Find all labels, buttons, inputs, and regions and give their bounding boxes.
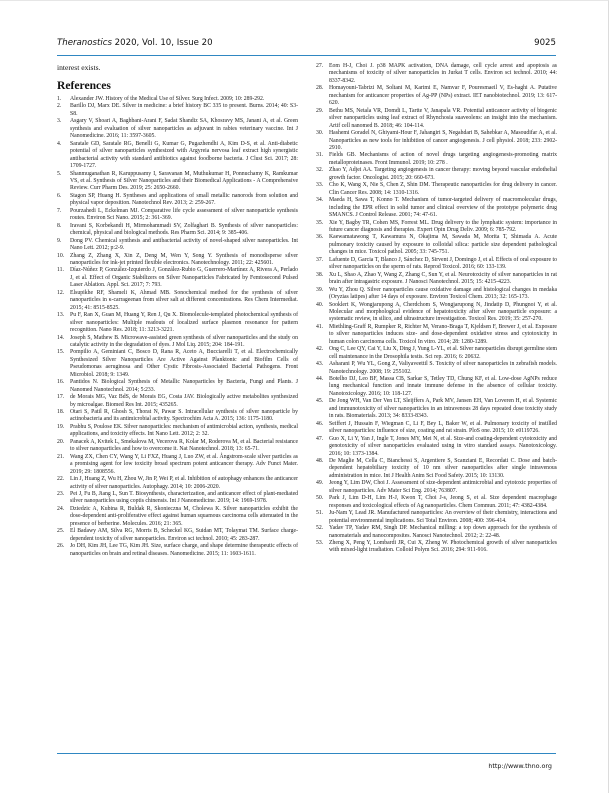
- reference-text: Jo DH, Kim JH, Lee TG, Kim JH. Size, surface charge, and shape determine therapeutic effects of nanoparticles on brain and retinal diseases. Nanomedicine. 2015; 11: 1603-1611.: [70, 543, 298, 557]
- reference-item: [316, 197, 557, 219]
- reference-text: Seiffert J, Hussain F, Wiegman C, Li F, Bey L, Baker W, et al. Pulmonary toxicity of instilled silver nanoparticles: influence of size, coating and rat strain. PloS one. 2015; 10: e0119726.: [329, 420, 557, 435]
- reference-number: 8.: [57, 222, 62, 229]
- reference-number: 3.: [57, 118, 62, 125]
- reference-item: [57, 238, 298, 253]
- reference-item: [57, 424, 298, 439]
- reference-list-right: [316, 63, 557, 555]
- reference-text: Guo X, Li Y, Yan J, Ingle T, Jones MY, Mei N, et al. Size-and coating-dependent cytotoxicity and genotoxicity of silver nanoparticles evaluated using in vitro standard assays. Nanotoxicology. 2016; 10: 1373-1384.: [329, 435, 557, 457]
- reference-text: Yadav TP, Yadav RM, Singh DP. Mechanical milling: a top down approach for the synthesis of nanomaterials and nanocomposites. Nanosci Nanotechnol. 2012; 2: 22-48.: [329, 525, 557, 539]
- reference-number: 15.: [57, 349, 65, 356]
- reference-number: 21.: [57, 453, 65, 460]
- reference-item: [316, 421, 557, 436]
- reference-item: [316, 130, 557, 152]
- reference-number: 37.: [316, 256, 324, 263]
- reference-text: Joseph S, Mathew B. Microwave-assisted green synthesis of silver nanoparticles and the study on catalytic activity in the degradation of dyes. J Mol Liq. 2015; 204: 184-191.: [70, 334, 298, 348]
- reference-item: [57, 543, 298, 558]
- reference-text: Pei J, Fu B, Jiang L, Sun T. Biosynthesis, characterization, and anticancer effect of plant-mediated silver nanoparticles using coptis chinensis. Int J Nanomedicine. 2019; 14: 1969-1978.: [70, 491, 298, 505]
- reference-text: Pompilio A, Geminiani C, Bosco D, Rana R, Aceto A, Bucciarelli T, et al. Electrochemically Synthesized Silver Nanoparticles Are Active Against Planktonic and Biofilm Cells of Pseudomonas aeruginosa and Other Cystic Fibrosis-Associated Bacterial Pathogens. Front Microbiol. 2018; 9: 1349.: [70, 349, 298, 378]
- reference-text: Jeong Y, Lim DW, Choi J. Assessment of size-dependent antimicrobial and cytotoxic properties of silver nanoparticles. Adv Mater Sci Eng. 2014; 763807.: [329, 480, 557, 494]
- reference-text: Hashemi Goradel N, Ghiyami-Hour F, Jahangiri S, Negahdari B, Sahebkar A, Masoudifar A, et al. Nanoparticles as new tools for inhibition of cancer angiogenesis. J cell physiol. 2018; 233: 2902-2910.: [329, 130, 557, 151]
- reference-number: 27.: [316, 63, 324, 69]
- reference-text: Ong C, Lee QY, Cai Y, Liu X, Ding J, Yung L-YL, et al. Silver nanoparticles disrupt germline stem cell maintenance in the Drosophila testis. Sci rep. 2016; 6: 20632.: [329, 346, 557, 360]
- reference-text: Pu F, Ran X, Guan M, Huang Y, Ren J, Qu X. Biomolecule-templated photochemical synthesis of silver nanoparticles: Multiple readouts of localized surface plasmon resonance for pattern recognition. Nano Res. 2018; 11: 3213-3221.: [70, 312, 298, 334]
- reference-text: Maeda H, Sawa T, Konno T. Mechanism of tumor-targeted delivery of macromolecular drugs, including the EPR effect in solid tumor and clinical overview of the prototype polymeric drug SMANCS. J Control Release. 2001; 74: 47-61.: [329, 197, 557, 219]
- reference-text: Kaewamatawong T, Kawamura N, Okajima M, Sawada M, Morita T, Shimada A. Acute pulmonary toxicity caused by exposure to colloidal silica: particle size dependent pathological changes in mice. Toxicol pathol. 2005; 33: 745-751.: [329, 234, 557, 256]
- reference-number: 30.: [316, 130, 324, 137]
- running-header: [57, 38, 556, 52]
- reference-text: Wang ZX, Chen CY, Wang Y, Li FXZ, Huang J, Luo ZW, et al. Ångstrom-scale silver particles as a promising agent for low toxicity broad spectrum potent anticancer therapy. Adv Funct Mater. 2019; 29: 1808556.: [70, 453, 298, 475]
- reference-number: 20.: [57, 438, 65, 445]
- reference-item: [316, 182, 557, 197]
- reference-item: [57, 528, 298, 543]
- reference-item: [57, 349, 298, 379]
- reference-item: [316, 458, 557, 480]
- reference-item: [57, 476, 298, 491]
- reference-item: [316, 85, 557, 107]
- reference-number: 42.: [316, 346, 324, 353]
- reference-text: Lafuente D, Garcia T, Blanco J, Sánchez D, Sirvent J, Domingo J, et al. Effects of oral exposure to silver nanoparticles on the sperm of rats. Reprod Toxicol. 2016; 60: 133-139.: [329, 256, 557, 271]
- reference-item: [57, 394, 298, 409]
- reference-number: 12.: [57, 289, 65, 296]
- reference-text: Stagon SP, Huang H. Syntheses and applications of small metallic nanorods from solution and physical vapor deposition. Nanotechnol Rev. 2013; 2: 259-267.: [70, 192, 298, 207]
- reference-number: 39.: [316, 286, 324, 293]
- reference-number: 35.: [316, 219, 324, 226]
- reference-number: 25.: [57, 528, 65, 535]
- left-column: [57, 63, 298, 558]
- reference-number: 16.: [57, 379, 65, 386]
- reference-item: [57, 454, 298, 476]
- reference-item: [57, 379, 298, 394]
- reference-number: 45.: [316, 398, 324, 405]
- reference-text: Asharani P, Wu YL, Gong Z, Valiyaveettil S. Toxicity of silver nanoparticles in zebrafish models. Nanotechnology. 2008; 19: 255102.: [329, 361, 557, 375]
- reference-item: [57, 439, 298, 454]
- right-column: [316, 63, 557, 555]
- reference-item: [316, 398, 557, 420]
- reference-item: [57, 335, 298, 350]
- reference-text: Eom H-J, Choi J. p38 MAPK activation, DNA damage, cell cycle arrest and apoptosis as mechanisms of toxicity of silver nanoparticles in Jurkat T cells. Environ sci technol. 2010; 44: 8337-8342.: [329, 63, 557, 84]
- reference-number: 18.: [57, 409, 65, 416]
- reference-number: 50.: [316, 495, 324, 502]
- reference-number: 34.: [316, 197, 324, 204]
- reference-item: [316, 324, 557, 346]
- reference-text: de Morais MG, Vaz BdS, de Morais EG, Costa JAV. Biologically active metabolites synthesized by microalgae. Biomed Res Int. 2015; 435265.: [70, 394, 298, 408]
- reference-text: Fields GB. Mechanisms of action of novel drugs targeting angiogenesis-promoting matrix metalloproteinases. Front Immunol. 2019; 10: 278 .: [329, 152, 557, 166]
- reference-number: 6.: [57, 192, 62, 199]
- reference-number: 46.: [316, 420, 324, 427]
- reference-number: 29.: [316, 107, 324, 114]
- reference-number: 22.: [57, 476, 65, 483]
- reference-number: 47.: [316, 435, 324, 442]
- reference-text: Miethling-Graff R, Rumpker R, Richter M, Verano-Braga T, Kjeldsen F, Brewer J, et al. Exposure to silver nanoparticles induces size- and dose-dependent oxidative stress and cytotoxicity in human colon carcinoma cells. Toxicol In vitro. 2014; 28: 1280-1289.: [329, 323, 557, 345]
- reference-number: 5.: [57, 170, 62, 177]
- reference-number: 36.: [316, 234, 324, 241]
- reference-text: Zhang Z, Zhang X, Xin Z, Deng M, Wen Y, Song Y. Synthesis of monodisperse silver nanoparticles for ink-jet printed flexible electronics. Nanotechnology. 2011; 22: 425601.: [70, 252, 298, 266]
- reference-number: 7.: [57, 207, 62, 214]
- reference-text: Asgary V, Shoari A, Baghbani-Arani F, Sadat Shandiz SA, Khosravy MS, Janani A, et al. Green synthesis and evaluation of silver nanoparticles as adjuvant in rabies veterinary vaccine. Int J Nanomedicine. 2016; 11: 3597-3605.: [70, 118, 298, 140]
- reference-text: Prabhu S, Poulose EK. Silver nanoparticles: mechanism of antimicrobial action, synthesis, medical applications, and toxicity effects. Int Nano Lett. 2012; 2: 32.: [70, 423, 298, 438]
- reference-item: [57, 267, 298, 289]
- reference-text: Homayouni-Tabrizi M, Soltani M, Karimi E, Namvar F, Pouresmaeil V, Es-haghi A. Putative mechanism for anticancer properties of Ag-PP (NPs) extract. IET nanobiotechnol. 2019; 13: 617-620.: [329, 85, 557, 107]
- reference-number: 28.: [316, 85, 324, 92]
- reference-number: 38.: [316, 271, 324, 278]
- reference-text: Ju-Nam Y, Lead JR. Manufactured nanoparticles: An overview of their chemistry, interactions and potential environmental implications. Sci Total Environ. 2008; 400: 396-414.: [329, 510, 557, 524]
- reference-item: [316, 346, 557, 361]
- reference-item: [57, 253, 298, 268]
- reference-item: [316, 152, 557, 167]
- reference-item: [316, 480, 557, 495]
- reference-number: 33.: [316, 182, 324, 189]
- footer-rule: [57, 753, 556, 754]
- reference-text: El Badawy AM, Silva RG, Morris B, Scheckel KG, Suidan MT, Tolaymat TM. Surface charge-dependent toxicity of silver nanoparticles. Environ sci technol. 2010; 45: 283-287.: [70, 528, 298, 542]
- reference-text: Saratale GD, Saratale RG, Benelli G, Kumar G, Pugazhendhi A, Kim D-S, et al. Anti-diabetic potential of silver nanoparticles synthesized with Argyreia nervosa leaf extract high synergistic antibacterial activity with standard antibiotics against foodborne bacteria. J Clust Sci. 2017; 28: 1709-1727.: [70, 140, 298, 170]
- reference-number: 44.: [316, 376, 324, 383]
- reference-item: [57, 208, 298, 223]
- reference-text: Pourzahedi L, Eckelman MJ. Comparative life cycle assessment of silver nanoparticle synthesis routes. Environ Sci Nano. 2015; 2: 361-369.: [70, 207, 298, 222]
- header-rule: [57, 55, 556, 56]
- reference-item: [57, 223, 298, 238]
- reference-number: 53.: [316, 540, 324, 546]
- reference-text: Shanmuganathan R, Karuppusamy I, Saravanan M, Muthukumar H, Ponnuchamy K, Ramkumar VS, et al. Synthesis of Silver Nanoparticles and their Biomedical Applications - A Comprehensive Review. Curr Pharm Des. 2019; 25: 2650-2660.: [70, 170, 298, 192]
- reference-text: Cho K, Wang X, Nie S, Chen Z, Shin DM. Therapeutic nanoparticles for drug delivery in cancer. Clin Cancer Res. 2008; 14: 1310-1316.: [329, 182, 557, 196]
- reference-number: 9.: [57, 237, 62, 244]
- reference-number: 41.: [316, 323, 324, 330]
- reference-item: [316, 272, 557, 287]
- reference-text: Xie Y, Bagby TR, Cohen MS, Forrest ML. Drug delivery to the lymphatic system: importance in future cancer diagnosis and therapies. Expert Opin Drug Deliv. 2009; 6: 785-792.: [329, 219, 557, 233]
- reference-text: Xu L, Shao A, Zhao Y, Wang Z, Zhang C, Sun Y, et al. Neurotoxicity of silver nanoparticles in rat brain after intragastric exposure. J Nanosci Nanotechnol. 2015; 15: 4215-4223.: [329, 271, 557, 286]
- reference-item: [316, 495, 557, 510]
- reference-item: [316, 302, 557, 324]
- reference-number: 14.: [57, 334, 65, 341]
- footer-url[interactable]: http://www.thno.org: [488, 762, 552, 770]
- section-title-references: References: [57, 79, 111, 92]
- reference-item: [316, 376, 557, 398]
- reference-item: [57, 312, 298, 334]
- reference-item: [57, 141, 298, 171]
- reference-number: 23.: [57, 491, 65, 498]
- reference-text: Zheng X, Peng Y, Lombardi JR, Cui X, Zheng W. Photochemical growth of silver nanoparticles with mixed-light irradiation. Colloid Polym Sci. 2016; 294: 911-916.: [329, 540, 557, 554]
- reference-item: [316, 436, 557, 458]
- reference-text: De Jong WH, Van Der Ven LT, Sleijffers A, Park MV, Jansen EH, Van Loveren H, et al. Systemic and immunotoxicity of silver nanoparticles in an intravenous 28 days repeated dose toxicity study in rats. Biomaterials. 2013; 34: 8333-8343.: [329, 398, 557, 420]
- reference-item: [316, 108, 557, 130]
- reference-number: 49.: [316, 480, 324, 487]
- reference-number: 4.: [57, 140, 62, 147]
- reference-number: 48.: [316, 458, 324, 465]
- reference-text: Alexander JW. History of the Medical Use of Silver. Surg Infect. 2009; 10: 289-292.: [70, 96, 265, 102]
- reference-number: 26.: [57, 543, 65, 550]
- reference-text: Dziedzic A, Kubina R, Buldak R, Skonieczna M, Cholewa K. Silver nanoparticles exhibit the dose-dependent anti-proliferative effect against human squamous carcinoma cells attenuated in the presence of berberine. Molecules. 2016; 21: 365.: [70, 505, 298, 527]
- reference-text: Pantidos N. Biological Synthesis of Metallic Nanoparticles by Bacteria, Fungi and Plants. J Nanomed Nanotechnol. 2014; 5:233.: [70, 379, 298, 393]
- reference-number: 31.: [316, 152, 324, 159]
- reference-item: [316, 525, 557, 540]
- reference-item: [316, 361, 557, 376]
- reference-number: 40.: [316, 301, 324, 308]
- reference-number: 11.: [57, 267, 64, 274]
- reference-number: 17.: [57, 394, 65, 401]
- reference-text: Sooklert K, Wongjarupong A, Cherdchom S, Wongjarupong N, Jindatip D, Phungnoi Y, et al. Molecular and morphological evidence of hepatotoxicity after silver nanoparticle exposure: a systematic review, in silico, and ultrastructure investigation. Toxicol Res. 2019; 35: 257-270.: [329, 301, 557, 323]
- reference-item: [316, 257, 557, 272]
- reference-item: [57, 409, 298, 424]
- reference-number: 32.: [316, 167, 324, 174]
- reference-number: 2.: [57, 103, 62, 110]
- reference-item: [316, 220, 557, 235]
- reference-text: Bethu MS, Netala VR, Domdi L, Tartte V, Janapala VR. Potential anticancer activity of biogenic silver nanoparticles using leaf extract of Rhynchosia suaveolens: an insight into the mechanism. Artif cell nanomed B. 2018; 46: 104-114.: [329, 107, 557, 129]
- reference-item: [316, 287, 557, 302]
- reference-item: [316, 63, 557, 85]
- reference-text: Wu Y, Zhou Q. Silver nanoparticles cause oxidative damage and histological changes in medaka (Oryzias latipes) after 14 days of exposure. Environ Toxicol Chem. 2013; 32: 165-173.: [329, 286, 557, 301]
- reference-text: Botelho DJ, Leo BF, Massa CB, Sarkar S, Tetley TD, Chung KF, et al. Low-dose AgNPs reduce lung mechanical function and innate immune defense in the absence of cellular toxicity. Nanotoxicology. 2016; 10: 118-127.: [329, 376, 557, 397]
- reference-text: Díaz-Núñez P, González-Izquierdo J, González-Rubio G, Guerrero-Martínez A, Rivera A, Perlado J, et al. Effect of Organic Stabilizers on Silver Nanoparticles Fabricated by Femtosecond Pulsed Laser Ablation. Appl. Sci. 2017; 7: 793.: [70, 267, 298, 289]
- reference-item: [316, 234, 557, 256]
- reference-item: [57, 290, 298, 312]
- reference-text: Iravani S, Korbekandi H, Mirmohammadi SV, Zolfaghari B. Synthesis of silver nanoparticles: chemical, physical and biological methods. Res Pharm Sci. 2014; 9: 385-406.: [70, 222, 298, 237]
- reference-item: [316, 510, 557, 525]
- reference-number: 52.: [316, 525, 324, 532]
- journal-citation: 2020, Vol. 10, Issue 20: [111, 38, 213, 48]
- reference-item: [57, 118, 298, 140]
- reference-item: [57, 491, 298, 506]
- reference-text: Zhao Y, Adjei AA. Targeting angiogenesis in cancer therapy: moving beyond vascular endothelial growth factor. Oncologist. 2015; 20: 660-673.: [329, 167, 557, 181]
- reference-number: 10.: [57, 252, 65, 259]
- reference-item: [316, 167, 557, 182]
- reference-item: [57, 193, 298, 208]
- reference-text: Barillo DJ, Marx DE. Silver in medicine: a brief history BC 335 to present. Burns. 2014; 40: S3-S8.: [70, 103, 298, 117]
- reference-text: Park J, Lim D-H, Lim H-J, Kwon T, Choi J-s, Jeong S, et al. Size dependent macrophage responses and toxicological effects of Ag nanoparticles. Chem Commun. 2011; 47: 4382-4384.: [329, 495, 557, 509]
- reference-item: [57, 103, 298, 118]
- reference-text: Otari S, Patil R, Ghosh S, Thorat N, Pawar S. Intracellular synthesis of silver nanoparticle by actinobacteria and its antimicrobial activity. Spectrochim Acta A. 2015; 136: 1175-1180.: [70, 409, 298, 423]
- reference-item: [57, 171, 298, 193]
- reference-text: Lin J, Huang Z, Wu H, Zhou W, Jin P, Wei P, et al. Inhibition of autophagy enhances the anticancer activity of silver nanoparticles. Autophagy. 2014; 10: 2006-2020.: [70, 476, 298, 490]
- reference-number: 19.: [57, 423, 65, 430]
- reference-text: Panacek A, Kvitek L, Smekalova M, Vecerova R, Kolar M, Roderova M, et al. Bacterial resistance to silver nanoparticles and how to overcome it. Nat Nanotechnol. 2018; 13: 65-71.: [70, 438, 298, 453]
- reference-item: [57, 506, 298, 528]
- carryover-text: interest exists.: [57, 63, 101, 72]
- reference-text: Dong PV. Chemical synthesis and antibacterial activity of novel-shaped silver nanoparticles. Int Nano Lett. 2012; p:2-9.: [70, 237, 298, 252]
- journal-name: Theranostics: [57, 38, 112, 48]
- page-number: 9025: [534, 38, 556, 48]
- reference-list-left: [57, 96, 298, 558]
- reference-text: Elsupikhe RF, Shameli K, Ahmad MB. Sonochemical method for the synthesis of silver nanoparticles in κ-carrageenan from silver salt at different concentrations. Res Chem Intermediat. 2015; 41: 8515-8525.: [70, 289, 298, 311]
- reference-number: 13.: [57, 312, 65, 319]
- reference-item: [316, 540, 557, 555]
- reference-number: 24.: [57, 505, 65, 512]
- reference-number: 1.: [57, 96, 62, 102]
- reference-text: De Maglie M, Cella C, Bianchessi S, Argentiere S, Scanziani E, Recordati C. Dose and batch-dependent hepatobiliary toxicity of 10 nm silver nanoparticles after single intravenous administration in mice. Int J Health Anim Sci Food Safety. 2015; 10: 13130.: [329, 458, 557, 479]
- reference-number: 51.: [316, 510, 324, 517]
- reference-number: 43.: [316, 361, 324, 368]
